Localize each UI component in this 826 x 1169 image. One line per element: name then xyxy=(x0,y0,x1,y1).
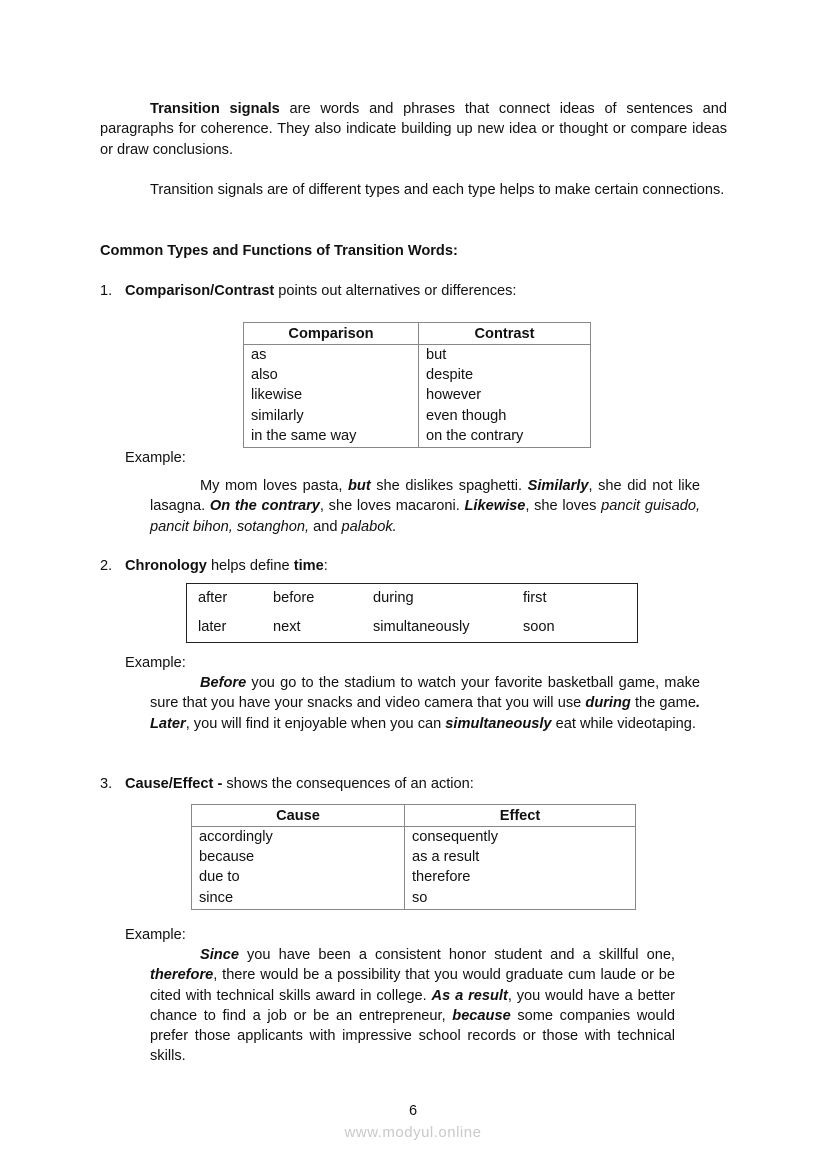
table-row xyxy=(244,406,591,426)
table-row xyxy=(192,847,636,867)
table-cell: similarly xyxy=(244,406,419,426)
comparison-contrast-table xyxy=(243,322,591,448)
table-cell: but xyxy=(419,345,591,366)
example-text: My mom loves pasta, xyxy=(200,478,348,494)
item-number: 2. xyxy=(100,558,113,574)
example-label: Example: xyxy=(125,655,186,671)
table-row xyxy=(192,827,636,848)
item-title: Chronology xyxy=(125,558,207,574)
example-text: , you will find it enjoyable when you can xyxy=(185,715,446,732)
section-heading: Common Types and Functions of Transition Words: xyxy=(100,243,458,259)
item-description-end: : xyxy=(323,558,328,574)
transition-word-emphasis: As a result xyxy=(431,987,508,1004)
chronology-words-box xyxy=(186,583,638,643)
table-row xyxy=(244,345,591,366)
intro-paragraph xyxy=(100,99,727,160)
table-cell: even though xyxy=(419,406,591,426)
transition-word-emphasis: Likewise xyxy=(464,498,526,515)
chronology-word: simultaneously xyxy=(373,619,470,635)
page-number: 6 xyxy=(408,1103,418,1119)
table-header: Cause xyxy=(192,805,405,827)
table-cell: in the same way xyxy=(244,426,419,448)
example-text: pancit guisado, pancit bihon, sotanghon, xyxy=(150,498,701,535)
chronology-word: before xyxy=(273,590,315,606)
example-label: Example: xyxy=(125,450,186,466)
transition-word-emphasis: during xyxy=(585,695,631,712)
table-cell: so xyxy=(405,888,636,910)
item-description: points out alternatives or differences: xyxy=(274,283,517,299)
table-header: Comparison xyxy=(244,323,419,345)
table-cell: because xyxy=(192,847,405,867)
table-cell: despite xyxy=(419,365,591,385)
table-row xyxy=(244,385,591,405)
item-title: Comparison/Contrast xyxy=(125,283,275,299)
table-cell: as xyxy=(244,345,419,366)
item-description: shows the consequences of an action: xyxy=(222,776,474,792)
example-cause-effect xyxy=(150,945,675,1067)
table-header: Effect xyxy=(405,805,636,827)
example-comparison-contrast xyxy=(150,476,700,537)
watermark: www.modyul.online xyxy=(344,1124,482,1141)
table-header: Contrast xyxy=(419,323,591,345)
transition-word-emphasis: because xyxy=(452,1007,511,1024)
example-chronology xyxy=(150,673,700,734)
table-cell: since xyxy=(192,888,405,910)
table-cell: therefore xyxy=(405,867,636,887)
transition-word-emphasis: Similarly xyxy=(527,478,589,494)
example-text: palabok. xyxy=(341,518,397,535)
transition-word-emphasis: . Later xyxy=(150,695,700,732)
table-cell: as a result xyxy=(405,847,636,867)
table-cell: accordingly xyxy=(192,827,405,848)
chronology-word: soon xyxy=(523,619,555,635)
chronology-word: first xyxy=(523,590,547,606)
example-text: , she did not like lasagna. xyxy=(150,478,700,515)
example-text: eat while videotaping. xyxy=(551,715,696,732)
item-number: 1. xyxy=(100,283,113,299)
item-description: helps define xyxy=(206,558,294,574)
table-cell: due to xyxy=(192,867,405,887)
table-cell: however xyxy=(419,385,591,405)
item-description-bold: time xyxy=(293,558,324,574)
item-comparison-contrast xyxy=(100,281,517,301)
table-cell: on the contrary xyxy=(419,426,591,448)
example-text: you have been a consistent honor student and a skillful one, xyxy=(238,947,675,963)
transition-word-emphasis: Since xyxy=(200,947,239,963)
chronology-word: next xyxy=(273,619,301,635)
transition-word-emphasis: On the contrary xyxy=(209,498,320,515)
table-cell: consequently xyxy=(405,827,636,848)
example-text: , there would be a possibility that you would graduate cum laude or be cited with technical skills award in college. xyxy=(150,967,675,1004)
item-cause-effect xyxy=(100,774,474,794)
example-text: , she loves xyxy=(525,498,602,515)
item-number: 3. xyxy=(100,776,113,792)
table-row xyxy=(192,888,636,910)
example-text: you go to the stadium to watch your favorite basketball game, make sure that you have your snacks and video camera that you will use xyxy=(150,675,700,712)
table-row xyxy=(244,426,591,448)
transition-word-emphasis: but xyxy=(347,478,371,494)
intro-definition: are words and phrases that connect ideas of sentences and paragraphs for coherence. They also indicate building up new idea or thought or compare ideas or draw conclusions. xyxy=(100,101,727,158)
table-cell: also xyxy=(244,365,419,385)
transition-word-emphasis: simultaneously xyxy=(445,715,552,732)
item-chronology xyxy=(100,556,328,576)
example-text: the game xyxy=(630,695,696,712)
example-text: she dislikes spaghetti. xyxy=(370,478,528,494)
example-text: , she loves macaroni. xyxy=(319,498,465,515)
transition-word-emphasis: therefore xyxy=(150,967,214,984)
example-text: and xyxy=(309,518,342,535)
example-text: , you would have a better chance to find a job or be an entrepreneur, xyxy=(150,987,675,1024)
table-row xyxy=(192,867,636,887)
intro-second-paragraph: Transition signals are of different types and each type helps to make certain connections. xyxy=(150,182,725,198)
example-label: Example: xyxy=(125,927,186,943)
table-row xyxy=(244,365,591,385)
chronology-word: later xyxy=(198,619,227,635)
example-text: some companies would prefer those applicants with impressive school records or those with technical skills. xyxy=(150,1007,675,1065)
intro-term: Transition signals xyxy=(150,101,280,117)
table-cell: likewise xyxy=(244,385,419,405)
item-title: Cause/Effect - xyxy=(125,776,223,792)
cause-effect-table xyxy=(191,804,636,910)
chronology-word: after xyxy=(198,590,228,606)
chronology-word: during xyxy=(373,590,414,606)
transition-word-emphasis: Before xyxy=(200,675,247,691)
